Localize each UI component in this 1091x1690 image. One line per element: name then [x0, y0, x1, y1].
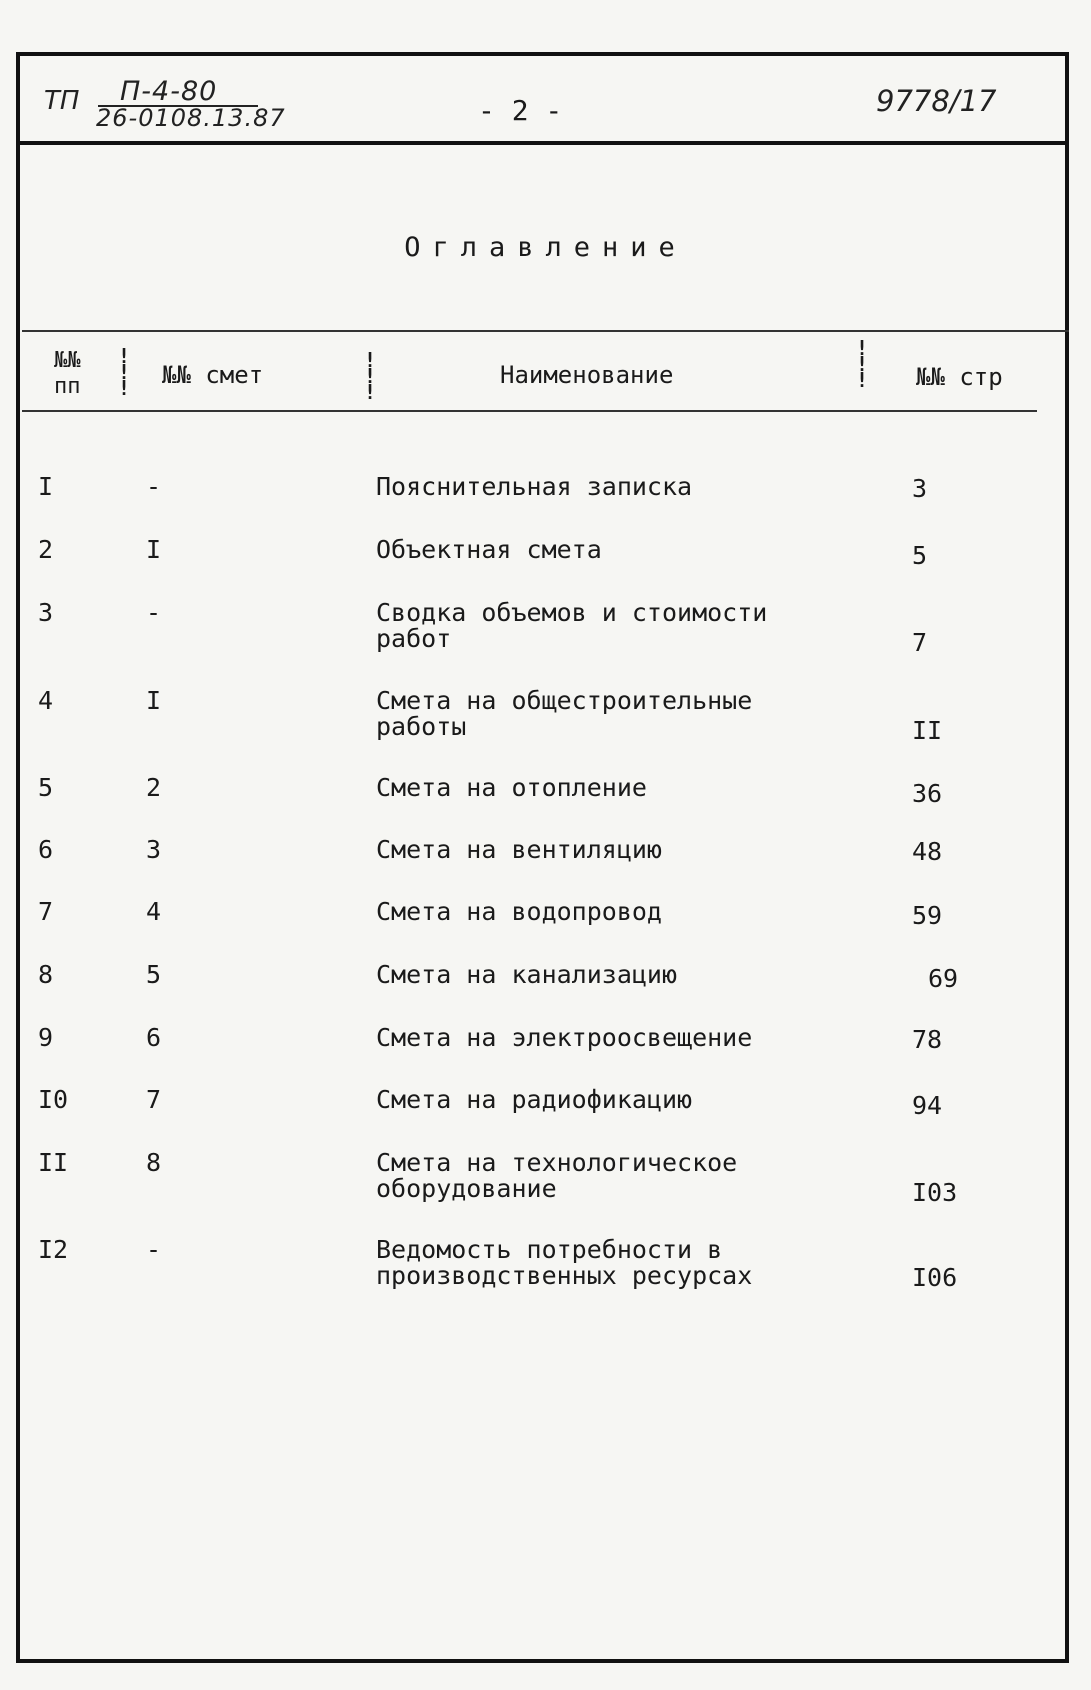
row-smet: - — [146, 472, 162, 501]
row-page: 69 — [928, 964, 959, 993]
row-num: 9 — [38, 1023, 54, 1052]
row-smet: 3 — [146, 835, 162, 864]
column-header-num-line2: пп — [54, 374, 81, 399]
row-name-continued: работ — [376, 624, 452, 653]
row-name: Смета на вентиляцию — [376, 835, 662, 864]
row-num: 5 — [38, 773, 54, 802]
page-title: Оглавление — [404, 232, 687, 263]
row-smet: - — [146, 1235, 162, 1264]
row-smet: 2 — [146, 773, 162, 802]
row-page: 78 — [912, 1025, 943, 1054]
row-name-continued: производственных ресурсах — [376, 1261, 753, 1290]
row-page: I03 — [912, 1178, 958, 1207]
row-smet: 5 — [146, 960, 162, 989]
row-smet: 8 — [146, 1148, 162, 1177]
table-top-rule — [22, 330, 1069, 332]
column-header-num — [54, 348, 81, 400]
page-number: - 2 - — [478, 94, 563, 127]
row-num: 2 — [38, 535, 54, 564]
row-smet: I — [146, 686, 162, 715]
row-name: Смета на общестроительные — [376, 686, 753, 715]
row-name: Смета на водопровод — [376, 897, 662, 926]
row-smet: - — [146, 598, 162, 627]
row-num: 7 — [38, 897, 54, 926]
row-name: Смета на электроосвещение — [376, 1023, 753, 1052]
row-name-continued: работы — [376, 712, 467, 741]
row-name: Объектная смета — [376, 535, 602, 564]
row-name: Смета на канализацию — [376, 960, 678, 989]
row-name: Сводка объемов и стоимости — [376, 598, 768, 627]
row-name: Смета на радиофикацию — [376, 1085, 693, 1114]
row-smet: I — [146, 535, 162, 564]
row-page: 3 — [912, 474, 928, 503]
row-num: I — [38, 472, 54, 501]
row-name-continued: оборудование — [376, 1174, 557, 1203]
header-prefix: ТП — [44, 86, 80, 116]
row-num: I2 — [38, 1235, 69, 1264]
row-num: 8 — [38, 960, 54, 989]
row-page: I06 — [912, 1263, 958, 1292]
row-name: Смета на технологическое — [376, 1148, 738, 1177]
row-page: 5 — [912, 541, 928, 570]
row-num: 4 — [38, 686, 54, 715]
project-code-bottom: 26-0108.13.87 — [96, 104, 286, 132]
column-header-num-line1: №№ — [54, 348, 81, 373]
row-smet: 7 — [146, 1085, 162, 1114]
row-page: 94 — [912, 1091, 943, 1120]
table-header-rule — [22, 410, 1037, 412]
row-page: II — [912, 716, 943, 745]
header-divider — [16, 141, 1069, 145]
column-separator: ! ! ! — [118, 344, 131, 400]
column-separator: ! ! ! — [364, 348, 377, 404]
row-num: 6 — [38, 835, 54, 864]
column-header-name: Наименование — [500, 361, 674, 389]
document-id: 9778/17 — [876, 84, 997, 118]
column-header-page: №№ стр — [916, 363, 1003, 391]
row-name: Ведомость потребности в — [376, 1235, 723, 1264]
row-page: 36 — [912, 779, 943, 808]
row-page: 59 — [912, 901, 943, 930]
column-separator: ! ! ! — [856, 336, 869, 392]
row-smet: 6 — [146, 1023, 162, 1052]
row-page: 48 — [912, 837, 943, 866]
row-name: Смета на отопление — [376, 773, 647, 802]
row-num: I0 — [38, 1085, 69, 1114]
row-num: II — [38, 1148, 69, 1177]
row-name: Пояснительная записка — [376, 472, 693, 501]
row-page: 7 — [912, 628, 928, 657]
project-code-top: П-4-80 — [120, 76, 218, 107]
row-num: 3 — [38, 598, 54, 627]
column-header-smet: №№ смет — [162, 361, 264, 389]
row-smet: 4 — [146, 897, 162, 926]
